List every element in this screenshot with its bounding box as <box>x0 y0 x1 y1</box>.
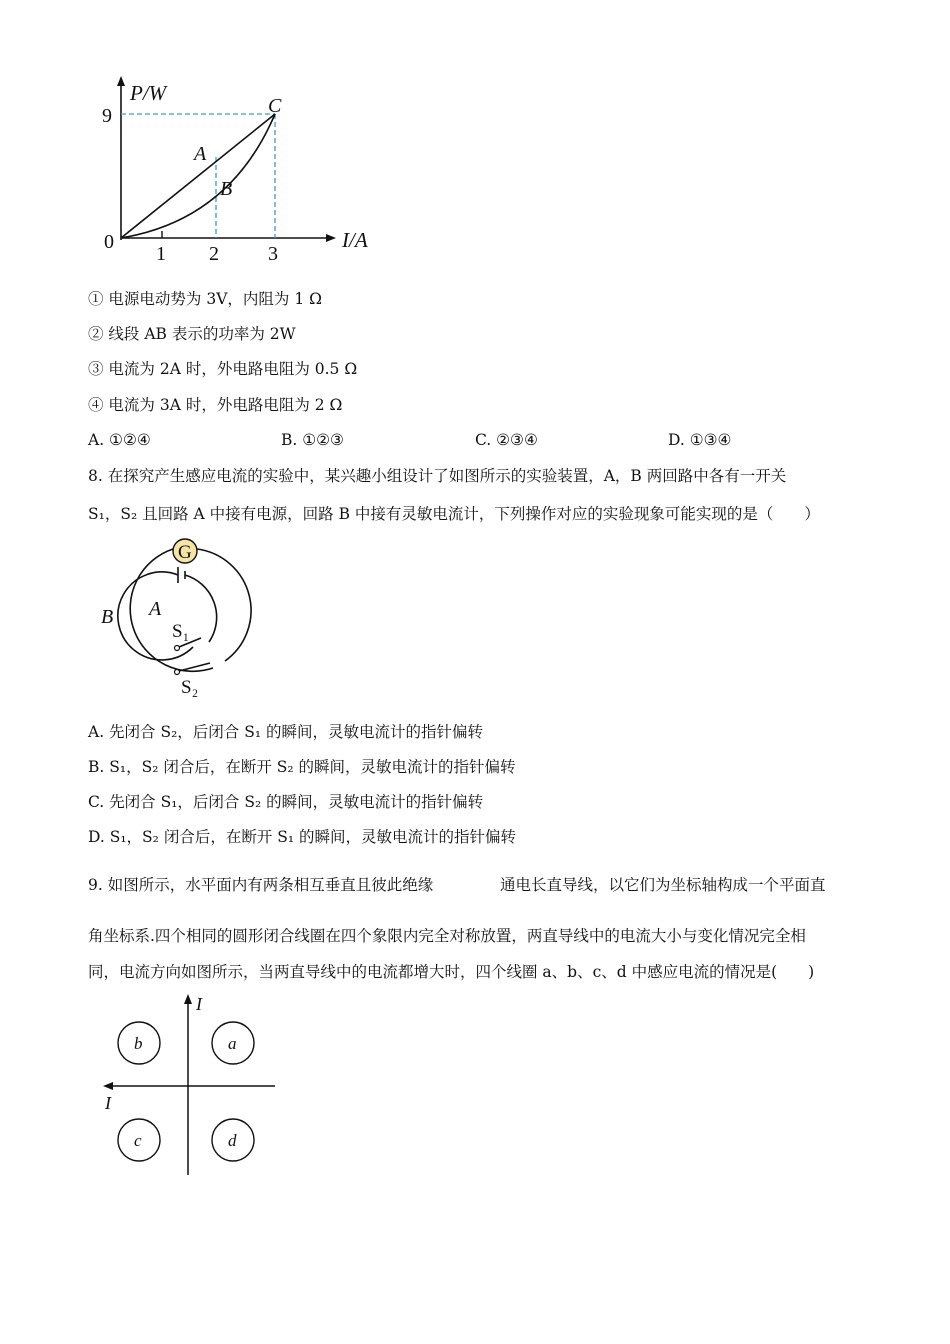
power-current-graph <box>90 70 390 270</box>
point-a-label: A <box>194 143 207 165</box>
x-axis-label: I/A <box>342 228 368 252</box>
switch-s1-label: S₁ <box>172 621 190 642</box>
q7-statement-2: ② 线段 AB 表示的功率为 2W <box>88 325 296 343</box>
q7-option-d[interactable]: D. ①③④ <box>668 431 732 449</box>
q8-option-a[interactable]: A. 先闭合 S₂，后闭合 S₁ 的瞬间，灵敏电流计的指针偏转 <box>88 723 483 741</box>
coil-b-label: b <box>134 1034 143 1053</box>
switch-s2-label: S₂ <box>181 677 199 698</box>
q7-statement-3: ③ 电流为 2A 时，外电路电阻为 0.5 Ω <box>88 360 358 378</box>
coil-c-label: c <box>134 1131 142 1150</box>
origin-label: 0 <box>104 231 114 253</box>
q9-stem-line3: 同，电流方向如图所示，当两直导线中的电流都增大时，四个线圈 a、b、c、d 中感应电流的情况是( ) <box>88 963 815 981</box>
horizontal-current-label: I <box>105 1093 111 1113</box>
q8-option-b[interactable]: B. S₁，S₂ 闭合后，在断开 S₂ 的瞬间，灵敏电流计的指针偏转 <box>88 758 516 776</box>
q7-statement-1: ① 电源电动势为 3V，内阻为 1 Ω <box>88 290 322 308</box>
y-tick-label: 9 <box>102 105 112 127</box>
induction-circuit-figure <box>95 535 265 705</box>
loop-b-label: B <box>101 606 114 628</box>
y-axis-label: P/W <box>130 81 167 105</box>
y-axis-arrow <box>117 76 125 86</box>
outer-loop <box>130 549 213 671</box>
q7-statement-4: ④ 电流为 3A 时，外电路电阻为 2 Ω <box>88 396 343 414</box>
line-oc <box>121 114 275 238</box>
q7-option-c[interactable]: C. ②③④ <box>475 431 538 449</box>
switch-s2-contact <box>175 670 180 675</box>
q9-stem-line1a: 9. 如图所示，水平面内有两条相互垂直且彼此绝缘 <box>88 876 434 894</box>
x-tick-label-1: 1 <box>156 243 166 265</box>
galvanometer-label: G <box>178 542 192 563</box>
point-c-label: C <box>268 95 282 117</box>
loop-a-label: A <box>149 598 162 620</box>
x-tick-label-3: 3 <box>268 243 278 265</box>
q7-option-b[interactable]: B. ①②③ <box>281 431 344 449</box>
horizontal-current-arrow <box>103 1082 113 1090</box>
coil-a-label: a <box>228 1034 237 1053</box>
q8-option-d[interactable]: D. S₁，S₂ 闭合后，在断开 S₁ 的瞬间，灵敏电流计的指针偏转 <box>88 828 517 846</box>
point-b-label: B <box>220 178 233 200</box>
q8-stem-line2: S₁，S₂ 且回路 A 中接有电源，回路 B 中接有灵敏电流计，下列操作对应的实验现象可能实现的是（ ） <box>88 505 820 523</box>
x-tick-label-2: 2 <box>209 243 219 265</box>
q8-stem-line1: 8. 在探究产生感应电流的实验中，某兴趣小组设计了如图所示的实验装置，A，B 两回路中各有一开关 <box>88 467 787 485</box>
vertical-current-arrow <box>184 994 192 1004</box>
coil-d-label: d <box>228 1131 237 1150</box>
q9-stem-line1b: 通电长直导线，以它们为坐标轴构成一个平面直 <box>500 876 826 894</box>
x-axis-arrow <box>326 234 336 242</box>
q8-option-c[interactable]: C. 先闭合 S₁，后闭合 S₂ 的瞬间，灵敏电流计的指针偏转 <box>88 793 484 811</box>
vertical-current-label: I <box>196 994 202 1014</box>
coils-coordinate-figure <box>95 990 285 1180</box>
q7-option-a[interactable]: A. ①②④ <box>88 431 151 449</box>
q9-stem-line2: 角坐标系.四个相同的圆形闭合线圈在四个象限内完全对称放置，两直导线中的电流大小与变化情况完全相 <box>88 927 806 945</box>
